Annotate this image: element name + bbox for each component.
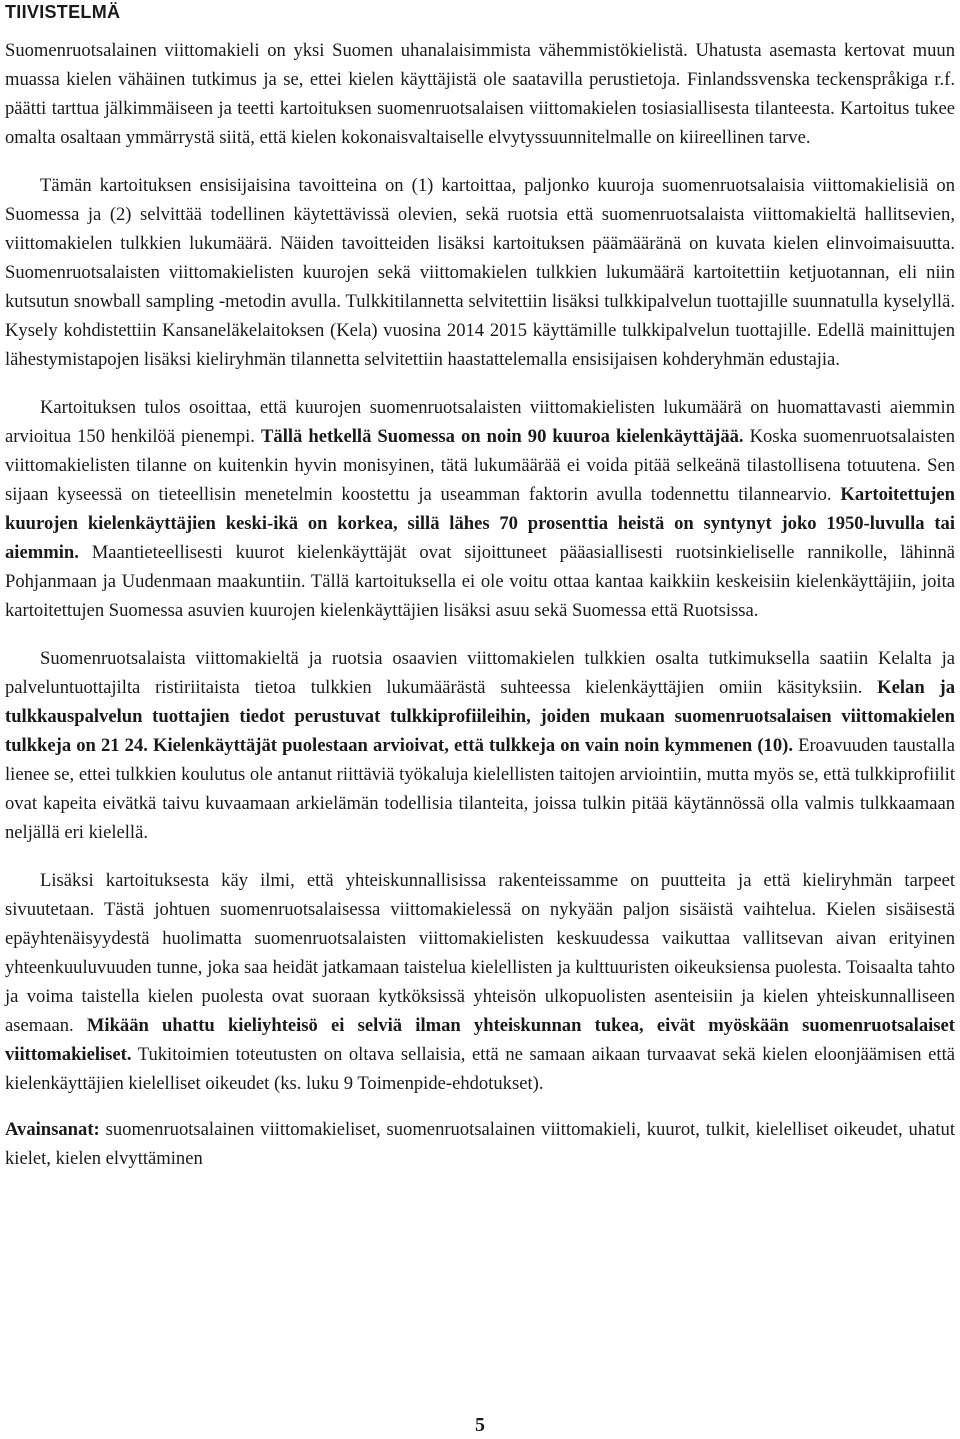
keywords-label: Avainsanat: [5,1119,100,1140]
text-segment: Suomenruotsalaista viittomakieltä ja ruotsia osaavien viittomakielen tulkkien osalta tutkimuksella saatiin Kelalta ja palveluntuottajilta ristiriitaista tietoa tulkkien lukumäärästä suhteessa kielenkäyttäjien omiin käsityksiin. [5,648,955,698]
text-segment: Maantieteellisesti kuurot kielenkäyttäjät ovat sijoittuneet pääasiallisesti ruotsinkieliselle rannikolle, lähinnä Pohjanmaan ja Uudenmaan maakuntiin. Tällä kartoituksella ei ole voitu ottaa kantaa kaikkiin keskeisiin kielenkäyttäjiin, joita kartoitettujen Suomessa asuvien kuurojen kielenkäyttäjien lisäksi asuu sekä Suomessa että Ruotsissa. [5,542,955,621]
bold-text-segment: Kartoitettujen kuurojen kielenkäyttäjien keski-ikä on korkea, sillä lähes 70 prosenttia heistä on syntynyt joko 1950-luvulla tai aiemmin. [5,484,955,563]
paragraph-gap [5,847,955,866]
page-number: 5 [475,1414,485,1436]
paragraph [5,644,955,847]
text-segment: Kartoituksen tulos osoittaa, että kuurojen suomenruotsalaisten viittomakielisten lukumäärä on huomattavasti aiemmin arvioitua 150 henkilöä pienempi. [5,397,955,447]
document-page [5,0,955,1173]
text-segment: Tämän kartoituksen ensisijaisina tavoitteina on (1) kartoittaa, paljonko kuuroja suomenruotsalaisia viittomakielisiä on Suomessa ja (2) selvittää todellinen käytettävissä olevien, sekä ruotsia että suomenruotsalaista viittomakieltä hallitsevien, viittomakielen tulkkien lukumäärä. Näiden tavoitteiden lisäksi kartoituksen päämääränä on kuvata kielen elinvoimaisuutta. Suomenruotsalaisten viittomakielisten kuurojen sekä viittomakielen tulkkien lukumäärä kartoitettiin ketjuotannan, eli niin kutsutun snowball sampling -metodin avulla. Tulkkitilannetta selvitettiin lisäksi tulkkipalvelun tuottajille suunnatulla kyselyllä. Kysely kohdistettiin Kansaneläkelaitoksen (Kela) vuosina 2014 2015 käyttämille tulkkipalvelun tuottajille. Edellä mainittujen lähestymistapojen lisäksi kieliryhmän tilannetta selvitettiin haastattelemalla ensisijaisen kohderyhmän edustajia. [5,175,955,370]
bold-text-segment: Mikään uhattu kieliyhteisö ei selviä ilman yhteiskunnan tukea, eivät myöskään suomenruotsalaiset viittomakieliset. [5,1015,955,1065]
paragraph-gap [5,152,955,171]
text-segment: Koska suomenruotsalaisten viittomakielisten tilanne on kuitenkin hyvin monisyinen, tätä lukumäärää ei voida pitää selkeänä tilastollisena totuutena. Sen sijaan kyseessä on tieteellisin menetelmin koostettu ja useamman faktorin avulla todennettu tilannearvio. [5,426,955,505]
keywords-text: suomenruotsalainen viittomakieliset, suomenruotsalainen viittomakieli, kuurot, tulkit, kielelliset oikeudet, uhatut kielet, kielen elvyttäminen [5,1119,955,1169]
paragraph [5,36,955,152]
body-text [5,36,955,1098]
paragraph-gap [5,374,955,393]
bold-text-segment: Kelan ja tulkkauspalvelun tuottajien tiedot perustuvat tulkkiprofiileihin, joiden mukaan suomenruotsalaisen viittomakielen tulkkeja on 21 24. Kielenkäyttäjät puolestaan arvioivat, että tulkkeja on vain noin kymmenen (10). [5,677,955,756]
text-segment: Lisäksi kartoituksesta käy ilmi, että yhteiskunnallisissa rakenteissamme on puutteita ja että kieliryhmän tarpeet sivuutetaan. Tästä johtuen suomenruotsalaisessa viittomakielessä on nykyään paljon sisäistä vaihtelua. Kielen sisäisestä epäyhtenäisyydestä huolimatta suomenruotsalaisten viittomakielisten keskuudessa vaikuttaa vallitsevan aivan erityinen yhteenkuuluvuuden tunne, joka saa heidät jatkamaan taistelua kielellisten ja kulttuuristen oikeuksiensa puolesta. Toisaalta tahto ja voima taistella kielen puolesta ovat suoraan kytköksissä yhteisön ulkopuolisten asenteisiin ja kielen yhteiskunnalliseen asemaan. [5,870,955,1036]
text-segment: Suomenruotsalainen viittomakieli on yksi Suomen uhanalaisimmista vähemmistökielistä. Uhatusta asemasta kertovat muun muassa kielen vähäinen tutkimus ja se, ettei kielen käyttäjistä ole saatavilla perustietoja. Finlandssvenska teckenspråkiga r.f. päätti tarttua jälkimmäiseen ja teetti kartoituksen suomenruotsalaisen viittomakielen tosiasiallisesta tilanteesta. Kartoitus tukee omalta osaltaan ymmärrystä siitä, että kielen kokonaisvaltaiselle elvytyssuunnitelmalle on kiireellinen tarve. [5,40,955,148]
paragraph [5,393,955,625]
paragraph [5,171,955,374]
paragraph [5,866,955,1098]
bold-text-segment: Tällä hetkellä Suomessa on noin 90 kuuroa kielenkäyttäjää. [261,426,744,447]
text-segment: Eroavuuden taustalla lienee se, ettei tulkkien koulutus ole antanut riittäviä työkaluja kielellisten taitojen arviointiin, mutta myös se, että tulkkiprofiilit ovat kapeita eivätkä taivu kuvaamaan arkielämän todellisia tilanteita, joissa tulkin pitää käytännössä olla valmis tulkkaamaan neljällä eri kielellä. [5,735,956,843]
paragraph-gap [5,625,955,644]
page-title: TIIVISTELMÄ [5,2,121,22]
keywords-line [5,1115,955,1173]
text-segment: Tukitoimien toteutusten on oltava sellaisia, että ne samaan aikaan turvaavat sekä kielen eloonjäämisen että kielenkäyttäjien kielelliset oikeudet (ks. luku 9 Toimenpide-ehdotukset). [5,1044,955,1094]
